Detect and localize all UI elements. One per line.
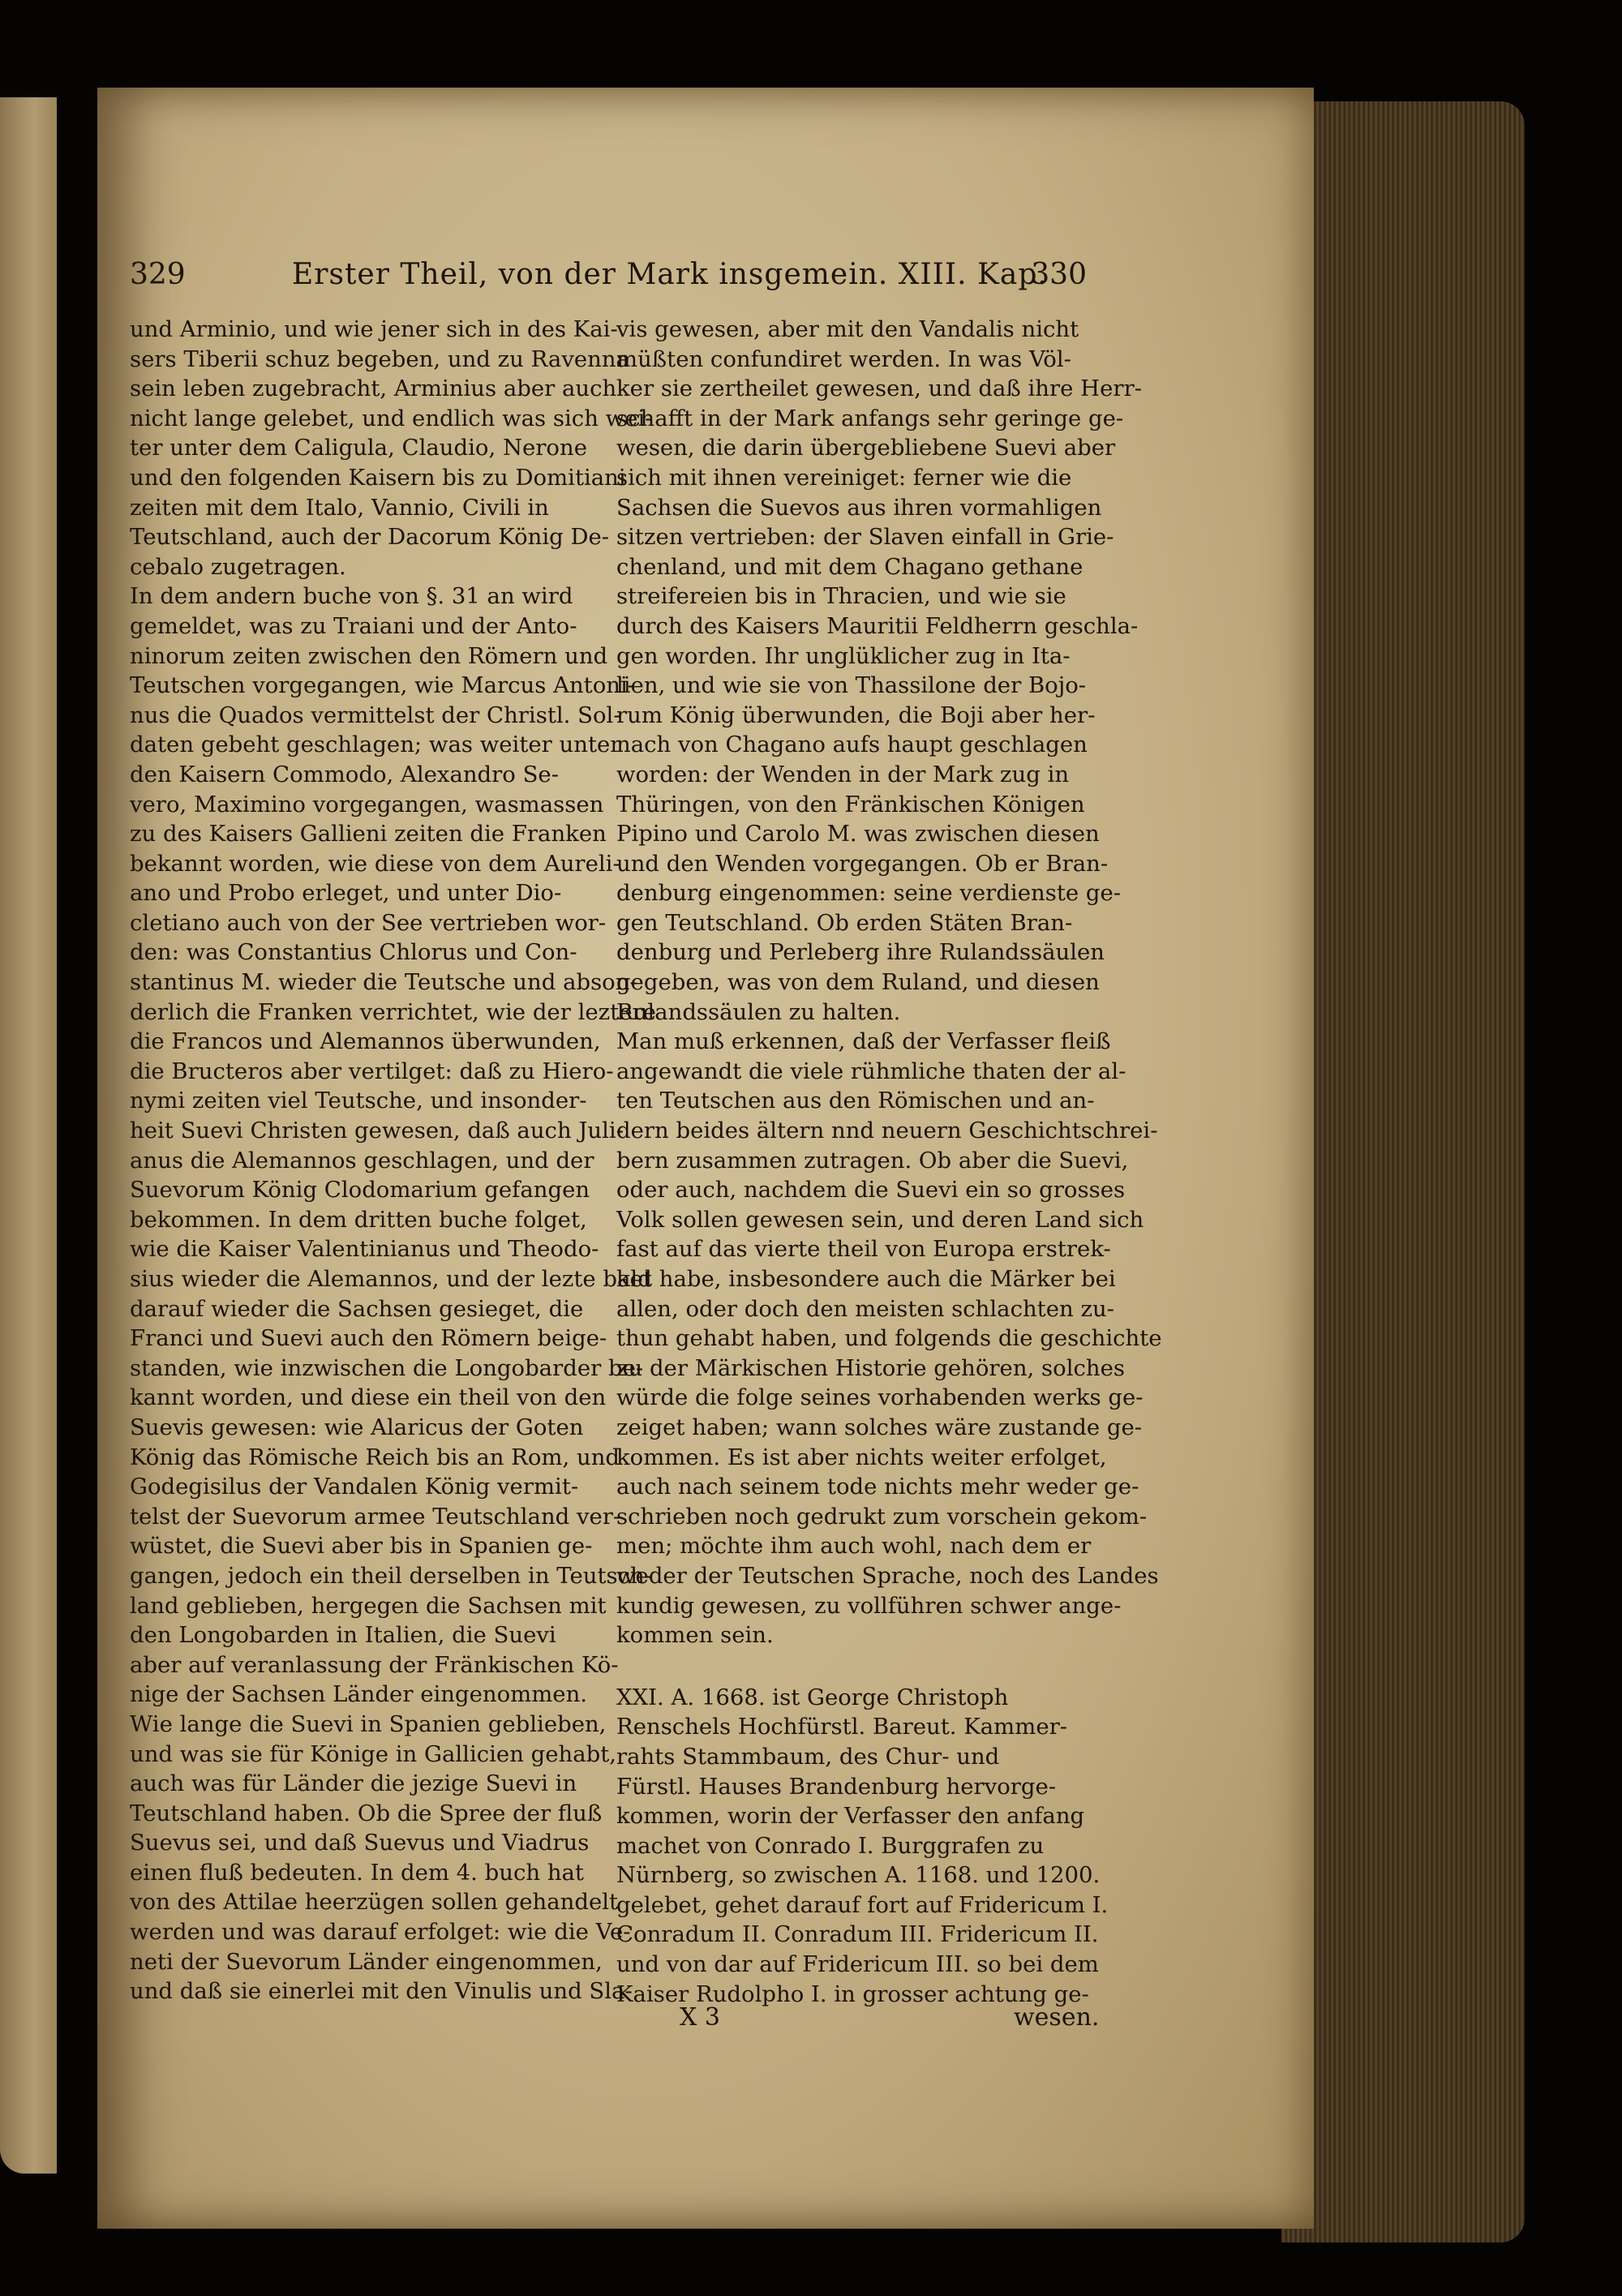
text-line: Kaiser Rudolpho I. in grosser achtung ge-	[616, 1981, 1089, 2007]
text-line: bekannt worden, wie diese von dem Aureli-	[130, 850, 620, 877]
text-line: chenland, und mit dem Chagano gethane	[616, 553, 1083, 580]
text-line: und Arminio, und wie jener sich in des Kai-	[130, 316, 618, 342]
text-line: angewandt die viele rühmliche thaten der al-	[616, 1058, 1126, 1084]
text-line: zeiget haben; wann solches wäre zustande ge-	[616, 1414, 1143, 1440]
text-line: daten gebeht geschlagen; was weiter unter	[130, 732, 621, 758]
text-line: Suevis gewesen: wie Alaricus der Goten	[130, 1414, 584, 1440]
text-line: wie die Kaiser Valentinianus und Theodo-	[130, 1236, 599, 1263]
text-line: Teutschland, auch der Dacorum König De-	[130, 524, 610, 551]
text-line: schafft in der Mark anfangs sehr geringe ge-	[616, 405, 1124, 431]
text-line: Teutschen vorgegangen, wie Marcus Antoni-	[130, 672, 636, 699]
text-line: ket habe, insbesondere auch die Märker bei	[616, 1266, 1116, 1292]
text-line: streifereien bis in Thracien, und wie sie	[616, 583, 1066, 610]
text-line: und daß sie einerlei mit den Vinulis und Sla-	[130, 1978, 633, 2005]
text-line: ten Teutschen aus den Römischen und an-	[616, 1088, 1095, 1114]
text-line: land geblieben, hergegen die Sachsen mit	[130, 1592, 607, 1619]
text-line: den: was Constantius Chlorus und Con-	[130, 939, 577, 966]
text-line: bekommen. In dem dritten buche folget,	[130, 1206, 587, 1233]
text-line: ano und Probo erleget, und unter Dio-	[130, 880, 562, 907]
text-line: Thüringen, von den Fränkischen Königen	[616, 791, 1085, 818]
text-line: thun gehabt haben, und folgends die geschichte	[616, 1325, 1162, 1352]
text-line: dern beides ältern nnd neuern Geschichtschrei-	[616, 1118, 1158, 1144]
text-line: und was sie für Könige in Gallicien gehabt,	[130, 1740, 617, 1767]
text-line: denburg eingenommen: seine verdienste ge-	[616, 880, 1122, 907]
right-column	[616, 315, 1162, 2009]
text-line: und den Wenden vorgegangen. Ob er Bran-	[616, 850, 1109, 877]
text-line: einen fluß bedeuten. In dem 4. buch hat	[130, 1859, 584, 1886]
text-line: denburg und Perleberg ihre Rulandssäulen	[616, 939, 1105, 966]
text-line: nymi zeiten viel Teutsche, und insonder-	[130, 1088, 587, 1114]
left-column	[130, 315, 656, 2006]
text-line: kommen, worin der Verfasser den anfang	[616, 1803, 1085, 1830]
text-line: allen, oder doch den meisten schlachten zu-	[616, 1295, 1114, 1322]
text-line: Suevorum König Clodomarium gefangen	[130, 1177, 590, 1204]
text-line: Man muß erkennen, daß der Verfasser fleiß	[616, 1028, 1111, 1055]
text-line: cebalo zugetragen.	[130, 553, 346, 580]
text-line: derlich die Franken verrichtet, wie der leztere	[130, 998, 656, 1025]
text-line: Volk sollen gewesen sein, und deren Land sich	[616, 1206, 1144, 1233]
text-line: worden: der Wenden in der Mark zug in	[616, 761, 1070, 788]
text-line: machet von Conrado I. Burggrafen zu	[616, 1832, 1045, 1859]
text-line: Pipino und Carolo M. was zwischen diesen	[616, 821, 1100, 848]
text-line: kundig gewesen, zu vollführen schwer ange-	[616, 1592, 1122, 1619]
text-line: zeiten mit dem Italo, Vannio, Civili in	[130, 494, 549, 521]
text-line: bern zusammen zutragen. Ob aber die Suevi,	[616, 1147, 1129, 1174]
running-header	[130, 258, 1087, 307]
text-line: sius wieder die Alemannos, und der lezte bald	[130, 1266, 652, 1292]
text-line: vis gewesen, aber mit den Vandalis nicht	[616, 316, 1079, 342]
running-title: Erster Theil, von der Mark insgemein. XIII. Kap.	[292, 258, 1048, 291]
text-line: cletiano auch von der See vertrieben wor-	[130, 909, 607, 936]
text-line: werden und was darauf erfolget: wie die Ve-	[130, 1919, 631, 1946]
text-line: Conradum II. Conradum III. Fridericum II.	[616, 1921, 1099, 1948]
text-line: den Kaisern Commodo, Alexandro Se-	[130, 761, 559, 788]
page-number-left: 329	[130, 258, 186, 291]
text-line: neti der Suevorum Länder eingenommen,	[130, 1948, 603, 1975]
text-line: lien, und wie sie von Thassilone der Bojo-	[616, 672, 1087, 699]
text-line: wüstet, die Suevi aber bis in Spanien ge-	[130, 1533, 593, 1560]
text-line: gelebet, gehet darauf fort auf Fridericum I.	[616, 1891, 1109, 1918]
text-line: den Longobarden in Italien, die Suevi	[130, 1622, 556, 1649]
text-line: von des Attilae heerzügen sollen gehandelt	[130, 1889, 619, 1916]
text-line: sich mit ihnen vereiniget: ferner wie die	[616, 464, 1072, 491]
text-line: fast auf das vierte theil von Europa erstrek-	[616, 1236, 1111, 1263]
text-line: Suevus sei, und daß Suevus und Viadrus	[130, 1830, 590, 1856]
text-line: gegeben, was von dem Ruland, und diesen	[616, 969, 1100, 996]
text-line: Nürnberg, so zwischen A. 1168. und 1200.	[616, 1862, 1101, 1889]
text-line: men; möchte ihm auch wohl, nach dem er	[616, 1533, 1092, 1560]
text-line: ninorum zeiten zwischen den Römern und	[130, 642, 608, 669]
text-line: sein leben zugebracht, Arminius aber auch	[130, 376, 617, 402]
page-number-right: 330	[1031, 258, 1087, 291]
text-line: ter unter dem Caligula, Claudio, Nerone	[130, 435, 587, 461]
text-line: Sachsen die Suevos aus ihren vormahligen	[616, 494, 1102, 521]
text-line: standen, wie inzwischen die Longobarder be-	[130, 1354, 644, 1381]
text-line: sitzen vertrieben: der Slaven einfall in Grie-	[616, 524, 1114, 551]
text-line: gangen, jedoch ein theil derselben in Teutsch-	[130, 1562, 653, 1589]
text-line: anus die Alemannos geschlagen, und der	[130, 1147, 594, 1174]
text-line: schrieben noch gedrukt zum vorschein gekom-	[616, 1503, 1148, 1530]
text-line: zu des Kaisers Gallieni zeiten die Franken	[130, 821, 607, 848]
text-line: kommen sein.	[616, 1622, 774, 1649]
text-line: sers Tiberii schuz begeben, und zu Ravenna	[130, 345, 629, 372]
text-line: nicht lange gelebet, und endlich was sich wei-	[130, 405, 653, 431]
signature-mark: X 3	[680, 2003, 720, 2032]
text-line: Renschels Hochfürstl. Bareut. Kammer-	[616, 1714, 1068, 1740]
page-block-edges	[1281, 101, 1525, 2242]
text-line: die Francos und Alemannos überwunden,	[130, 1028, 601, 1055]
text-line: gemeldet, was zu Traiani und der Anto-	[130, 612, 577, 639]
text-line: und von dar auf Fridericum III. so bei dem	[616, 1951, 1099, 1978]
text-line: auch nach seinem tode nichts mehr weder ge-	[616, 1474, 1139, 1500]
text-line: In dem andern buche von §. 31 an wird	[130, 583, 573, 610]
text-line: rahts Stammbaum, des Chur- und	[616, 1743, 1000, 1770]
text-line: nach von Chagano aufs haupt geschlagen	[616, 732, 1088, 758]
text-line: nus die Quados vermittelst der Christl. Sol-	[130, 702, 621, 728]
text-line: die Bructeros aber vertilget: daß zu Hiero-	[130, 1058, 614, 1084]
text-line: würde die folge seines vorhabenden werks ge-	[616, 1384, 1144, 1411]
text-line: nige der Sachsen Länder eingenommen.	[130, 1681, 588, 1708]
text-line: rum König überwunden, die Boji aber her-	[616, 702, 1096, 728]
text-line: und den folgenden Kaisern bis zu Domitiani	[130, 464, 626, 491]
text-line: heit Suevi Christen gewesen, daß auch Juli-	[130, 1118, 624, 1144]
text-line: gen Teutschland. Ob erden Stäten Bran-	[616, 909, 1073, 936]
text-line: darauf wieder die Sachsen gesieget, die	[130, 1295, 584, 1322]
text-line: müßten confundiret werden. In was Völ-	[616, 345, 1071, 372]
text-line: kannt worden, und diese ein theil von den	[130, 1384, 607, 1411]
text-line: stantinus M. wieder die Teutsche und abson-	[130, 969, 637, 996]
text-line: gen worden. Ihr unglüklicher zug in Ita-	[616, 642, 1071, 669]
text-line: wesen, die darin übergebliebene Suevi aber	[616, 435, 1116, 461]
text-line: Wie lange die Suevi in Spanien geblieben,	[130, 1710, 607, 1737]
section-gap	[616, 1650, 1087, 1683]
text-line: kommen. Es ist aber nichts weiter erfolget,	[616, 1444, 1107, 1470]
text-line: oder auch, nachdem die Suevi ein so grosses	[616, 1177, 1126, 1204]
text-line: telst der Suevorum armee Teutschland ver-	[130, 1503, 621, 1530]
text-line: weder der Teutschen Sprache, noch des Landes	[616, 1562, 1159, 1589]
left-page-edge	[0, 97, 57, 2174]
text-line: Godegisilus der Vandalen König vermit-	[130, 1474, 579, 1500]
text-line: Teutschland haben. Ob die Spree der fluß	[130, 1800, 603, 1826]
text-line: aber auf veranlassung der Fränkischen Kö-	[130, 1651, 619, 1678]
catchword: wesen.	[1014, 2003, 1100, 2032]
text-line: ker sie zertheilet gewesen, und daß ihre Herr-	[616, 376, 1143, 402]
text-line: Fürstl. Hauses Brandenburg hervorge-	[616, 1773, 1057, 1800]
text-line: vero, Maximino vorgegangen, wasmassen	[130, 791, 604, 818]
text-line: Rulandssäulen zu halten.	[616, 998, 901, 1025]
text-line: XXI. A. 1668. ist George Christoph	[616, 1684, 1009, 1710]
text-line: zu der Märkischen Historie gehören, solches	[616, 1354, 1125, 1381]
text-line: König das Römische Reich bis an Rom, und	[130, 1444, 620, 1470]
text-line: auch was für Länder die jezige Suevi in	[130, 1770, 577, 1797]
text-line: durch des Kaisers Mauritii Feldherrn geschla-	[616, 612, 1139, 639]
text-line: Franci und Suevi auch den Römern beige-	[130, 1325, 607, 1352]
